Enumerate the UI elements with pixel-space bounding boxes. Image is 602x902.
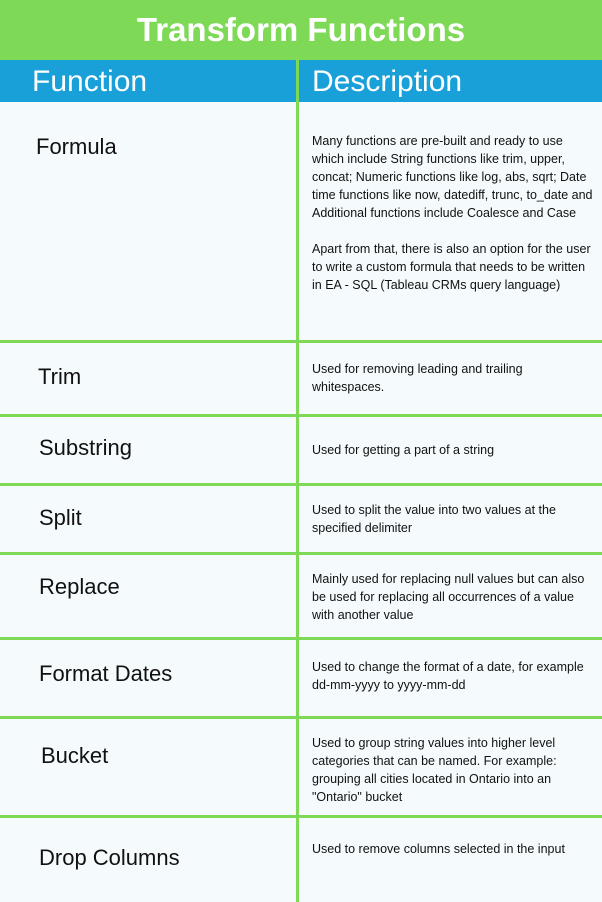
description-text: Used to change the format of a date, for example dd-mm-yyyy to yyyy-mm-dd bbox=[312, 660, 584, 692]
row-divider bbox=[0, 637, 602, 640]
description-text: Mainly used for replacing null values but can also be used for replacing all occurrences of a value with another value bbox=[312, 572, 585, 622]
function-name-substring: Substring bbox=[39, 435, 132, 460]
function-name-drop-columns: Drop Columns bbox=[39, 845, 180, 870]
description-substring bbox=[312, 441, 594, 459]
description-text: Used to group string values into higher level categories that can be named. For example: grouping all cities located in Ontario into an "Ontario" bucket bbox=[312, 736, 557, 804]
description-text: Many functions are pre-built and ready to use which include String functions like trim, upper, concat; Numeric functions like log, abs, sqrt; Date time functions like now, datediff, trunc, to_date and Additional functions include Coalesce and Case bbox=[312, 134, 593, 220]
function-name-bucket: Bucket bbox=[41, 743, 109, 768]
function-name-replace: Replace bbox=[39, 574, 120, 599]
page-title: Transform Functions bbox=[0, 0, 602, 60]
description-text: Used for getting a part of a string bbox=[312, 443, 495, 457]
row-divider bbox=[0, 414, 602, 417]
description-text: Used for removing leading and trailing whitespaces. bbox=[312, 362, 523, 394]
description-text: Used to remove columns selected in the input bbox=[312, 842, 565, 856]
function-name-split: Split bbox=[39, 505, 82, 530]
row-divider bbox=[0, 340, 602, 343]
row-divider bbox=[0, 716, 602, 719]
function-name-format-dates: Format Dates bbox=[39, 661, 173, 686]
function-column-header: Function bbox=[32, 65, 148, 98]
column-divider bbox=[296, 102, 299, 902]
row-divider bbox=[0, 483, 602, 486]
description-bucket bbox=[312, 734, 594, 806]
row-divider bbox=[0, 552, 602, 555]
function-name-formula: Formula bbox=[36, 134, 117, 159]
description-drop-columns bbox=[312, 840, 594, 858]
description-trim bbox=[312, 360, 594, 396]
description-formula bbox=[312, 132, 594, 294]
function-name-trim: Trim bbox=[38, 364, 82, 389]
row-divider bbox=[0, 815, 602, 818]
header-divider bbox=[296, 60, 299, 102]
description-replace bbox=[312, 570, 594, 624]
description-text: Apart from that, there is also an option for the user to write a custom formula that needs to be written in EA - SQL (Tableau CRMs query language) bbox=[312, 242, 591, 292]
table-header bbox=[0, 60, 602, 102]
description-format-dates bbox=[312, 658, 594, 694]
description-split bbox=[312, 501, 594, 537]
description-column-header: Description bbox=[312, 65, 463, 98]
description-text: Used to split the value into two values at the specified delimiter bbox=[312, 503, 556, 535]
